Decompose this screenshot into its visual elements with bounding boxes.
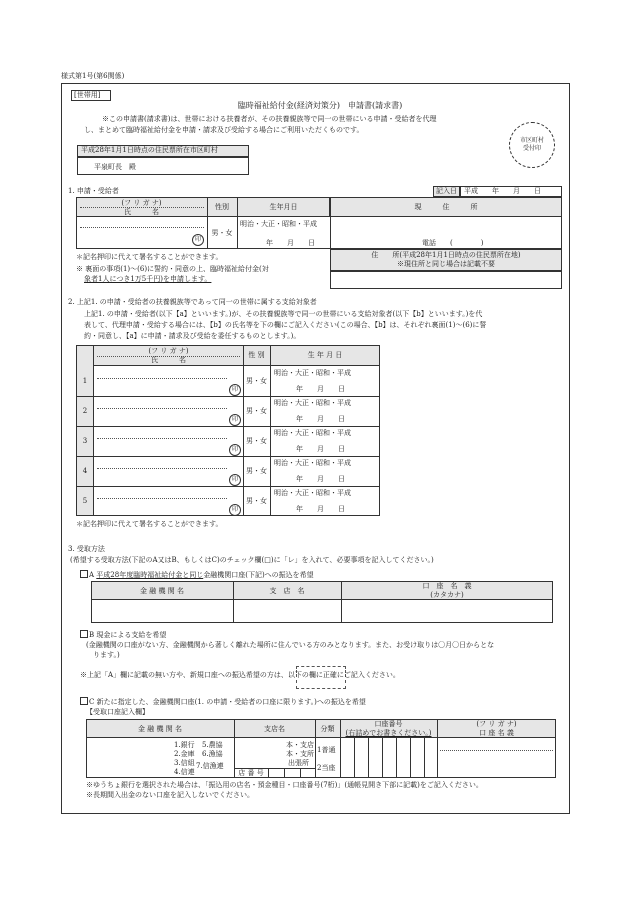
branch-type-3[interactable]: 出張所: [288, 759, 309, 767]
applicant-furigana-label: (フ リ ガ ナ): [121, 199, 162, 207]
dependent-sex-options[interactable]: 男・女: [246, 497, 267, 505]
yucho-note: ※ゆうちょ銀行を選択された場合は、「振込用の店名・預金種目・口座番号(7桁)」(通帳見開き下部に記載)をご記入ください。: [86, 781, 483, 789]
bank-type-3[interactable]: 3.信組: [174, 759, 195, 767]
option-a-bank-field[interactable]: [92, 601, 232, 622]
account-holder-label: 口 座 名 義: [479, 729, 514, 737]
section2-signature-note: ＊記名押印に代えて署名することができます。: [76, 520, 223, 528]
dependent-row-number: 2: [82, 407, 88, 415]
dependent-furigana-field[interactable]: [97, 378, 227, 379]
municipality-label: 平成28年1月1日時点の住民票所在市区町村: [77, 145, 249, 157]
form-title: 臨時福祉給付金(経済対策分) 申請書(請求書): [237, 101, 403, 110]
bank-name-field[interactable]: [88, 740, 172, 776]
option-a-holder-kana: (カタカナ): [430, 591, 464, 599]
applicant-furigana-field[interactable]: [80, 227, 204, 228]
dependent-era-options[interactable]: 明治・大正・昭和・平成: [274, 369, 351, 377]
dependent-ymd[interactable]: 年 月 日: [296, 445, 345, 453]
account-type-ordinary[interactable]: 1普通: [317, 746, 336, 754]
same-address-note: ※現住所と同じ場合は記載不要: [397, 260, 495, 268]
dependent-seal-mark: 印: [229, 384, 241, 396]
applicant-name-label: 氏 名: [124, 208, 159, 216]
dependent-furigana-field[interactable]: [97, 498, 227, 499]
option-b-checkbox[interactable]: [80, 630, 88, 638]
applicant-phone[interactable]: 電話 ( ): [422, 239, 484, 247]
option-a[interactable]: [80, 570, 314, 580]
store-number-label: 店 番 号: [238, 769, 264, 777]
section1-heading: 1. 申請・受給者: [68, 187, 119, 195]
option-a-text-underlined: 平成28年度臨時福祉給付金と同じ: [96, 571, 204, 579]
section3-heading: 3. 受取方法: [68, 545, 105, 553]
option-c[interactable]: [80, 697, 366, 707]
option-a-label: A: [89, 571, 95, 579]
account-furigana-label: (フ リ ガ ナ): [476, 720, 517, 728]
dependent-seal-mark: 印: [229, 474, 241, 486]
applicant-seal-mark: 印: [192, 234, 204, 246]
option-b-note-2: ります。): [93, 651, 120, 659]
option-b-note-1: (金融機関の口座がない方、金融機関から著しく離れた場所に住んでいる方のみとなります。また、お受け取りは〇月〇日からとな: [86, 641, 495, 649]
section2-desc-3: 約・同意し、【a】に申請・請求及び受給を委任するものとします。)。: [84, 332, 301, 340]
dependent-sex-options[interactable]: 男・女: [246, 467, 267, 475]
option-b[interactable]: [80, 630, 166, 640]
bank-type-7[interactable]: 7.信漁連: [196, 762, 224, 770]
bank-type-5[interactable]: 5.農協: [202, 741, 223, 749]
account-number-field[interactable]: [341, 739, 436, 777]
dependents-sex-label: 性 別: [248, 351, 265, 359]
dependent-ymd[interactable]: 年 月 日: [296, 385, 345, 393]
dependent-sex-options[interactable]: 男・女: [246, 377, 267, 385]
option-a-bank-label: 金 融 機 関 名: [140, 587, 184, 595]
copy-type-label: [世帯用]: [71, 90, 111, 101]
dependent-era-options[interactable]: 明治・大正・昭和・平成: [274, 429, 351, 437]
bank-type-6[interactable]: 6.漁協: [202, 750, 223, 758]
account-entry-heading: 【受取口座記入欄】: [86, 708, 149, 716]
dependent-row-number: 1: [82, 377, 88, 385]
address-label: 現 住 所: [414, 203, 478, 211]
jan1-address-field[interactable]: [330, 271, 562, 289]
dependents-furigana-label: (フ リ ガ ナ): [148, 347, 189, 355]
bank-type-1[interactable]: 1.銀行: [174, 741, 195, 749]
section2-desc-2: 表して、代理申請・受給する場合には、【b】の氏名等を下の欄にご記入ください(この場合、【b】は、それぞれ裏面(1)～(6)に誓: [84, 321, 487, 329]
dependent-seal-mark: 印: [229, 414, 241, 426]
section2-desc-1: 上記1. の申請・受給者(以下【a】といいます。)が、その扶養親族等で同一の世帯にいる支給対象者(以下【b】といいます。)を代: [84, 310, 483, 318]
section2-heading: 2. 上記1. の申請・受給者の扶養親族等であって同一の世帯に属する支給対象者: [68, 298, 317, 306]
dependent-furigana-field[interactable]: [97, 438, 227, 439]
applicant-dob-label: 生年月日: [269, 203, 298, 211]
stamp-label-municipality: 市区町村: [519, 137, 544, 144]
option-c-text: 新たに指定した、金融機関口座(1. の申請・受給者の口座に限ります。)への振込を希望: [96, 698, 366, 706]
store-number-field[interactable]: [269, 769, 314, 777]
dependent-row-number: 4: [82, 467, 88, 475]
option-a-text: 金融機関口座(下記)への振込を希望: [203, 571, 314, 579]
account-type-label: 分類: [320, 725, 335, 733]
dependents-index-col: [76, 345, 94, 516]
option-c-label: C: [89, 698, 95, 706]
option-a-branch-label: 支 店 名: [269, 587, 305, 595]
dependent-era-options[interactable]: 明治・大正・昭和・平成: [274, 489, 351, 497]
option-b-label: B: [89, 631, 95, 639]
notice-line-1: ※この申請書(請求書)は、世帯における扶養者が、その扶養親族等で同一の世帯にいる申請・受給者を代理: [102, 115, 437, 123]
dependent-era-options[interactable]: 明治・大正・昭和・平成: [274, 459, 351, 467]
entry-date-label: 記入日: [433, 186, 460, 197]
option-b-text: 現金による支給を希望: [96, 631, 167, 639]
dependent-ymd[interactable]: 年 月 日: [296, 505, 345, 513]
dependent-sex-options[interactable]: 男・女: [246, 407, 267, 415]
dependent-seal-mark: 印: [229, 504, 241, 516]
option-a-branch-field[interactable]: [234, 601, 340, 622]
account-holder-field[interactable]: [438, 752, 555, 777]
dependent-furigana-field[interactable]: [97, 408, 227, 409]
branch-type-1[interactable]: 本・支店: [286, 741, 314, 749]
bank-type-4[interactable]: 4.信連: [174, 768, 195, 776]
pledge-line-2: 象者1人につき1万5千円)を申請します。: [84, 275, 212, 283]
branch-type-2[interactable]: 本・支所: [286, 750, 314, 758]
dependent-seal-mark: 印: [229, 444, 241, 456]
dependents-name-label: 氏 名: [151, 356, 186, 364]
applicant-sex-options[interactable]: 男・女: [211, 229, 233, 237]
option-c-checkbox[interactable]: [80, 697, 88, 705]
addressee[interactable]: 平泉町長 殿: [77, 157, 249, 175]
dependent-furigana-field[interactable]: [97, 468, 227, 469]
account-furigana-field[interactable]: [440, 750, 553, 751]
pledge-line-1: ※ 裏面の事項(1)～(6)に誓約・同意の上、臨時福祉給付金(対: [76, 265, 269, 273]
account-bank-label: 金 融 機 関 名: [138, 725, 182, 733]
account-number-label: 口座番号: [374, 720, 403, 728]
account-branch-label: 支店名: [264, 725, 285, 733]
form-number: 様式第1号(第6関係): [61, 72, 125, 80]
option-a-checkbox[interactable]: [80, 570, 88, 578]
applicant-era-options[interactable]: 明治・大正・昭和・平成: [240, 220, 317, 228]
applicant-ymd[interactable]: 年 月 日: [266, 239, 315, 247]
dependent-row-number: 5: [82, 497, 88, 505]
new-account-note: ※上記「A」欄に記載の無い方や、新規口座への振込希望の方は、以下の欄に正確にご記入ください。: [80, 671, 400, 679]
dependent-ymd[interactable]: 年 月 日: [296, 415, 345, 423]
section1-signature-note: ＊記名押印に代えて署名することができます。: [76, 253, 223, 261]
dependent-ymd[interactable]: 年 月 日: [296, 475, 345, 483]
bank-type-2[interactable]: 2.金庫: [174, 750, 195, 758]
dependent-era-options[interactable]: 明治・大正・昭和・平成: [274, 399, 351, 407]
applicant-sex-label: 性別: [215, 203, 229, 211]
section3-instruction: (希望する受取方法(下記のA又はB、もしくはC)のチェック欄(□)に「レ」を入れて、必要事項を記入してください。): [70, 556, 434, 564]
account-number-note: (右詰めでお書きください。): [345, 729, 432, 737]
jan1-address-label: 住 所(平成28年1月1日時点の住民票所在地): [371, 251, 521, 259]
notice-line-2: し、まとめて臨時福祉給付金を申請・請求及び受給する場合にご利用いただくものです。: [84, 126, 364, 134]
dependent-sex-options[interactable]: 男・女: [246, 437, 267, 445]
entry-date-field[interactable]: 平成 年 月 日: [460, 186, 562, 197]
dependents-dob-label: 生 年 月 日: [307, 351, 343, 359]
dashed-bracket-bottom: [296, 680, 346, 689]
option-a-holder-field[interactable]: [342, 601, 552, 622]
option-a-holder-label: 口 座 名 義: [422, 582, 472, 590]
dependent-row-number: 3: [82, 437, 88, 445]
reception-stamp-area: [509, 122, 555, 168]
stamp-label-reception: 受付印: [522, 145, 541, 152]
account-type-current[interactable]: 2当座: [317, 764, 336, 772]
long-term-account-note: ※長期間入出金のない口座を記入しないでください。: [86, 791, 254, 799]
